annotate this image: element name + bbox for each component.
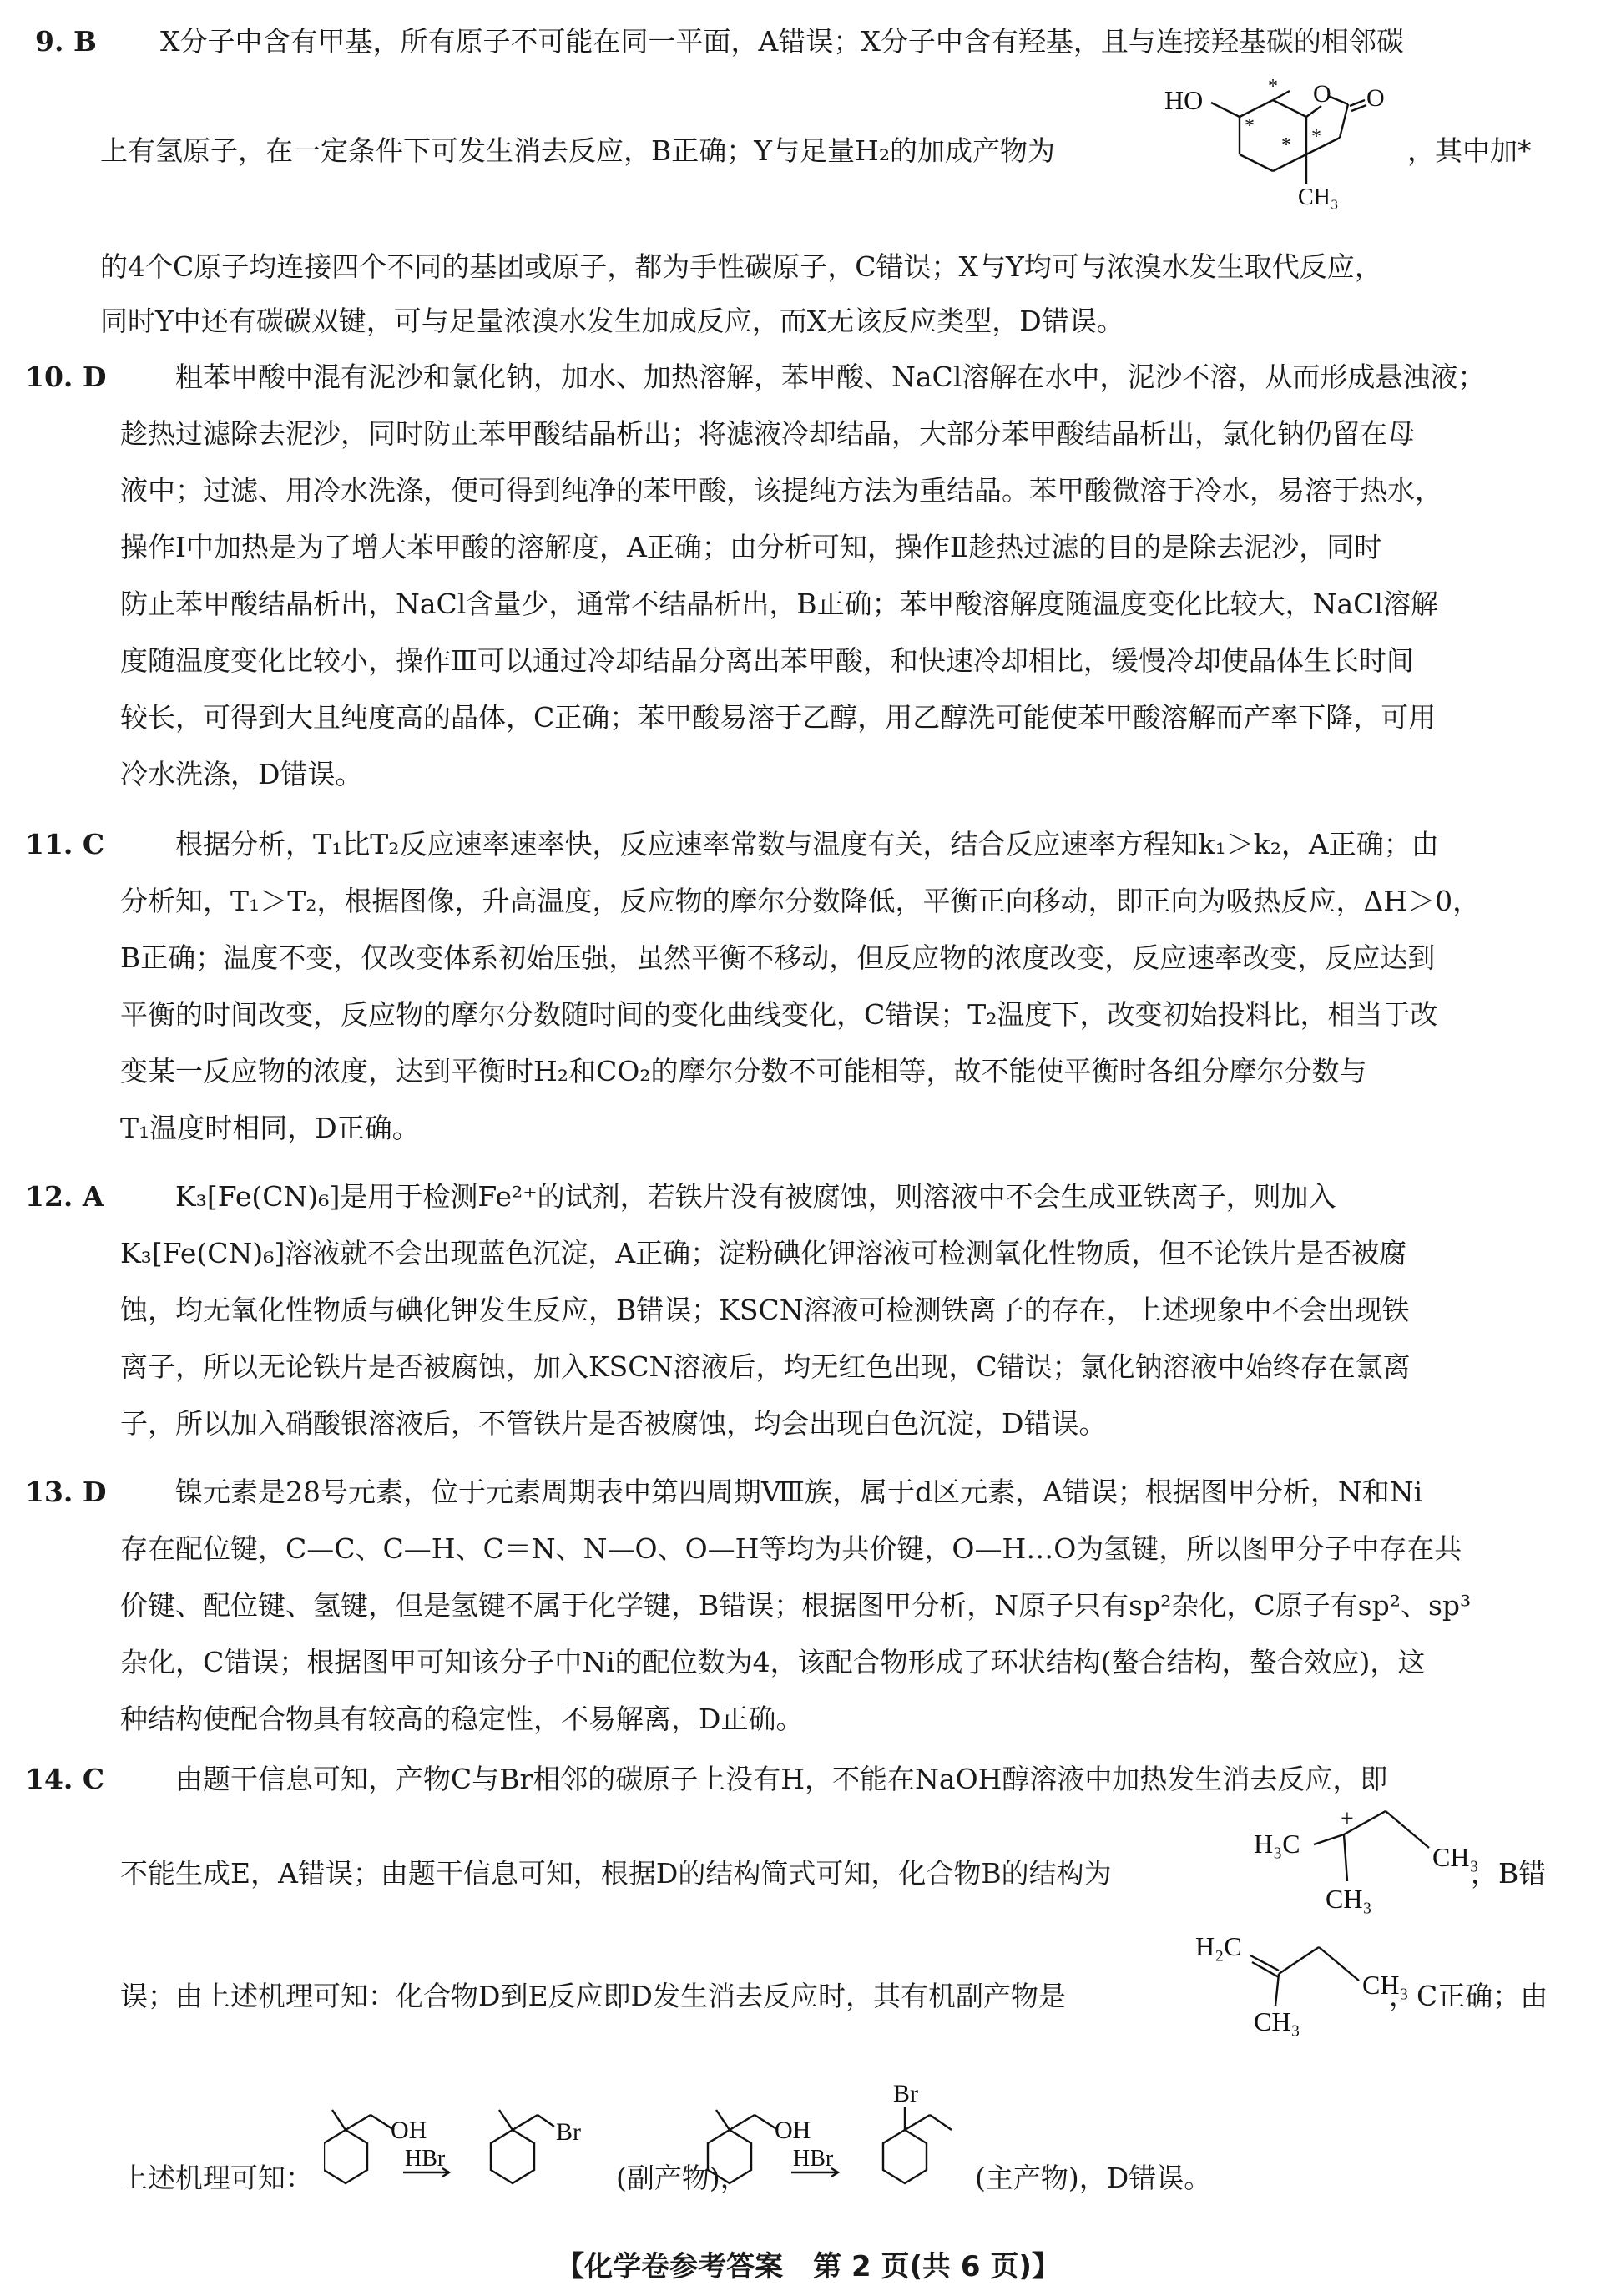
chiral-mark-1: * <box>1245 115 1255 137</box>
item-10-line-3: 液中；过滤、用冷水洗涤，便可得到纯净的苯甲酸，该提纯方法为重结晶。苯甲酸微溶于冷水，易溶于热水， <box>120 474 1442 507</box>
item-10-number: 10. D <box>25 361 107 393</box>
item-13-number: 13. D <box>25 1476 107 1508</box>
side-h2c-label: H₂C <box>1195 1931 1242 1961</box>
mech-br-2: Br <box>893 2080 918 2107</box>
mechanism-scheme <box>324 2076 1075 2231</box>
item-13-line-1: 镍元素是28号元素，位于元素周期表中第四周期Ⅷ族，属于d区元素，A错误；根据图甲分析，N和Ni <box>175 1476 1423 1508</box>
item-10-line-4: 操作Ⅰ中加热是为了增大苯甲酸的溶解度，A正确；由分析可知，操作Ⅱ趁热过滤的目的是除去泥沙，同时 <box>120 531 1382 563</box>
chiral-mark-3: * <box>1281 134 1291 156</box>
item-14-number: 14. C <box>25 1763 105 1795</box>
item-9-number: 9. B <box>35 25 97 58</box>
page-footer <box>0 2243 1616 2284</box>
item-14-line-2b: ，B错 <box>1471 1857 1547 1890</box>
mech-br-1: Br <box>556 2118 581 2146</box>
item-14-line-3: 误；由上述机理可知：化合物D到E反应即D发生消去反应时，其有机副产物是 <box>120 1980 1067 2012</box>
item-11-line-3: B正确；温度不变，仅改变体系初始压强，虽然平衡不移动，但反应物的浓度改变，反应速率改变，反应达到 <box>120 941 1436 974</box>
item-13-line-5: 种结构使配合物具有较高的稳定性，不易解离，D正确。 <box>120 1703 804 1735</box>
item-11-line-6: T₁温度时相同，D正确。 <box>120 1112 420 1144</box>
mech-oh-2: OH <box>775 2117 811 2144</box>
item-9-line-2b: ，其中加* <box>1407 134 1532 167</box>
item-12-line-2: K₃[Fe(CN)₆]溶液就不会出现蓝色沉淀，A正确；淀粉碘化钾溶液可检测氧化性物质，但不论铁片是否被腐 <box>120 1237 1407 1269</box>
item-14-line-2: 不能生成E，A错误；由题干信息可知，根据D的结构简式可知，化合物B的结构为 <box>120 1857 1112 1890</box>
item-10-line-8: 冷水洗涤，D错误。 <box>120 758 363 790</box>
item-12-line-1: K₃[Fe(CN)₆]是用于检测Fe²⁺的试剂，若铁片没有被腐蚀，则溶液中不会生成亚铁离子，则加入 <box>175 1180 1336 1213</box>
structure-y-hydrogenated <box>1164 79 1390 221</box>
b-h3c-label: H₃C <box>1254 1829 1300 1859</box>
item-13-line-3: 价键、配位键、氢键，但是氢键不属于化学键，B错误；根据图甲分析，N原子只有sp²杂化，C原子有sp²、sp³ <box>120 1589 1472 1622</box>
item-12-line-5: 子，所以加入硝酸银溶液后，不管铁片是否被腐蚀，均会出现白色沉淀，D错误。 <box>120 1407 1107 1440</box>
b-ch3-bottom-label: CH₃ <box>1326 1884 1372 1914</box>
item-13-line-4: 杂化，C错误；根据图甲可知该分子中Ni的配位数为4，该配合物形成了环状结构(螯合结构，螯合效应)，这 <box>120 1646 1426 1678</box>
item-10-line-7: 较长，可得到大且纯度高的晶体，C正确；苯甲酸易溶于乙醇，用乙醇洗可能使苯甲酸溶解而产率下降，可用 <box>120 701 1437 734</box>
mech-hbr-2: HBr <box>793 2146 834 2172</box>
mech-oh-1: OH <box>391 2117 427 2144</box>
item-9-line-1: X分子中含有甲基，所有原子不可能在同一平面，A错误；X分子中含有羟基，且与连接羟基碳的相邻碳 <box>160 25 1404 58</box>
item-12-number: 12. A <box>25 1180 104 1213</box>
methyl-label: CH₃ <box>1298 184 1339 210</box>
item-10-line-5: 防止苯甲酸结晶析出，NaCl含量少，通常不结晶析出，B正确；苯甲酸溶解度随温度变化比较大，NaCl溶解 <box>120 588 1438 620</box>
footer-page-number: 第 2 页(共 6 页)】 <box>813 2250 1060 2283</box>
ho-label: HO <box>1164 85 1204 115</box>
b-ch3-right-label: CH₃ <box>1432 1842 1479 1872</box>
item-12-line-4: 离子，所以无论铁片是否被腐蚀，加入KSCN溶液后，均无红色出现，C错误；氯化钠溶液中始终存在氯离 <box>120 1350 1411 1383</box>
item-11-number: 11. C <box>25 828 105 860</box>
item-11-line-4: 平衡的时间改变，反应物的摩尔分数随时间的变化曲线变化，C错误；T₂温度下，改变初始投料比，相当于改 <box>120 998 1438 1031</box>
ring-o-label: O <box>1313 80 1331 108</box>
b-plus-label: + <box>1341 1806 1354 1832</box>
item-14-main-product-label: (主产物)，D错误。 <box>975 2162 1212 2194</box>
chiral-mark-2: * <box>1268 79 1278 98</box>
item-11-line-1: 根据分析，T₁比T₂反应速率速率快，反应速率常数与温度有关，结合反应速率方程知k₁＞k₂，A正确；由 <box>175 828 1439 860</box>
item-13-line-2: 存在配位键，C—C、C—H、C＝N、N—O、O—H等均为共价键，O—H…O为氢键，所以图甲分子中存在共 <box>120 1532 1462 1565</box>
item-10-line-6: 度随温度变化比较小，操作Ⅲ可以通过冷却结晶分离出苯甲酸，和快速冷却相比，缓慢冷却使晶体生长时间 <box>120 644 1414 677</box>
item-9-line-4: 同时Y中还有碳碳双键，可与足量浓溴水发生加成反应，而X无该反应类型，D错误。 <box>100 305 1124 337</box>
chiral-mark-4: * <box>1311 126 1321 148</box>
footer-title: 【化学卷参考答案 <box>556 2250 784 2283</box>
item-10-line-2: 趁热过滤除去泥沙，同时防止苯甲酸结晶析出；将滤液冷却结晶，大部分苯甲酸结晶析出，氯化钠仍留在母 <box>120 417 1415 450</box>
side-ch3-right-label: CH₃ <box>1362 1970 1409 2000</box>
item-9-line-3: 的4个C原子均连接四个不同的基团或原子，都为手性碳原子，C错误；X与Y均可与浓溴水发生取代反应， <box>100 250 1382 283</box>
item-14-line-3b: ，C正确；由 <box>1389 1980 1548 2012</box>
item-12-line-3: 蚀，均无氧化性物质与碘化钾发生反应，B错误；KSCN溶液可检测铁离子的存在，上述现象中不会出现铁 <box>120 1294 1410 1326</box>
item-14-side-product-label: (副产物)， <box>616 2162 748 2194</box>
side-ch3-bottom-label: CH₃ <box>1254 2006 1300 2036</box>
item-14-line-1: 由题干信息可知，产物C与Br相邻的碳原子上没有H，不能在NaOH醇溶液中加热发生消去反应，即 <box>175 1763 1388 1795</box>
mech-hbr-1: HBr <box>405 2146 446 2172</box>
item-14-line-4: 上述机理可知： <box>120 2162 313 2194</box>
item-11-line-2: 分析知，T₁＞T₂，根据图像，升高温度，反应物的摩尔分数降低，平衡正向移动，即正向为吸热反应，ΔH＞0， <box>120 885 1481 917</box>
carbonyl-o-label: O <box>1366 84 1385 112</box>
item-11-line-5: 变某一反应物的浓度，达到平衡时H₂和CO₂的摩尔分数不可能相等，故不能使平衡时各组分摩尔分数与 <box>120 1055 1367 1087</box>
item-9-line-2: 上有氢原子，在一定条件下可发生消去反应，B正确；Y与足量H₂的加成产物为 <box>100 134 1056 167</box>
item-10-line-1: 粗苯甲酸中混有泥沙和氯化钠，加水、加热溶解，苯甲酸、NaCl溶解在水中，泥沙不溶，从而形成悬浊液； <box>175 361 1486 393</box>
